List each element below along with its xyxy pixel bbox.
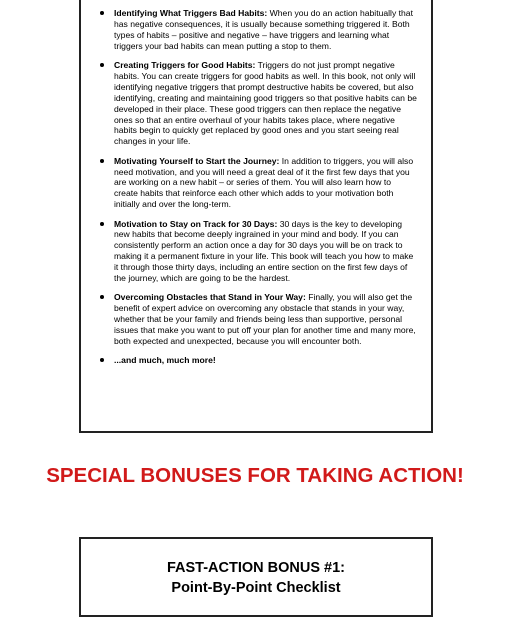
list-item-text: Finally, you will also get the benefit of expert advice on overcoming any obstacle that stands in your way, whether that be your family and friends being less than supportive, personal issues that make you want to put off your plan for another time and many more, both expected and unexpected, because you will encounter both. — [114, 292, 416, 347]
list-item — [99, 156, 417, 211]
list-item-title: Identifying What Triggers Bad Habits: — [114, 8, 268, 18]
bullet-icon — [100, 295, 104, 299]
bonus-section-heading: SPECIAL BONUSES FOR TAKING ACTION! — [46, 464, 464, 487]
list-item — [99, 60, 417, 147]
benefits-box — [79, 0, 433, 433]
list-item — [99, 292, 417, 347]
list-item-text: In addition to triggers, you will also need motivation, and you will need a great deal of it the first few days that you are working on a new habit – or series of them. You will also learn how to create habits that reinforce each other which adds to your motivation both initially and over the long-term. — [114, 155, 414, 210]
list-item-text: When you do an action habitually that has negative consequences, it is usually because something triggered it. Both types of habits – positive and negative – have triggers and learning what triggers your bad habits can mean putting a stop to them. — [114, 8, 413, 51]
bullet-icon — [100, 159, 104, 163]
bonus-box — [79, 537, 433, 617]
list-item-title: Motivation to Stay on Track for 30 Days: — [114, 218, 278, 229]
bullet-icon — [100, 358, 104, 362]
benefits-list — [99, 8, 417, 375]
list-item-text: Triggers do not just prompt negative habits. You can create triggers for good habits as well. In this book, not only will identifying negative triggers that prompt destructive habits be covered, but also identifying, creating and maintaining good triggers so that positive habits can be developed in their place. These good triggers can then replace the negative ones so that an entire overhaul of your habits takes place, where negative habits begin to quickly get replaced by good ones and you start seeing real changes in your life. — [114, 60, 417, 147]
list-item-title: Overcoming Obstacles that Stand in Your Way: — [114, 292, 306, 303]
list-item-title: Creating Triggers for Good Habits: — [114, 60, 256, 71]
list-item-text: 30 days is the key to developing new habits that become deeply ingrained in your mind and body. If you can consistently perform an action once a day for 30 days you will be on track to making it a permanent fixture in your life. This book will teach you how to make it through those thirty days, including an entire section on the first few days of the journey, which are going to be the hardest. — [114, 218, 414, 284]
bullet-icon — [100, 11, 104, 15]
list-item — [99, 355, 417, 366]
bullet-icon — [100, 63, 104, 67]
bonus-subtitle: Point-By-Point Checklist — [171, 580, 341, 596]
list-item — [99, 8, 417, 52]
list-item-title: ...and much, much more! — [114, 355, 216, 366]
bonus-title: FAST-ACTION BONUS #1: — [166, 560, 346, 576]
list-item — [99, 219, 417, 284]
list-item-title: Motivating Yourself to Start the Journey: — [114, 155, 280, 166]
bullet-icon — [100, 222, 104, 226]
